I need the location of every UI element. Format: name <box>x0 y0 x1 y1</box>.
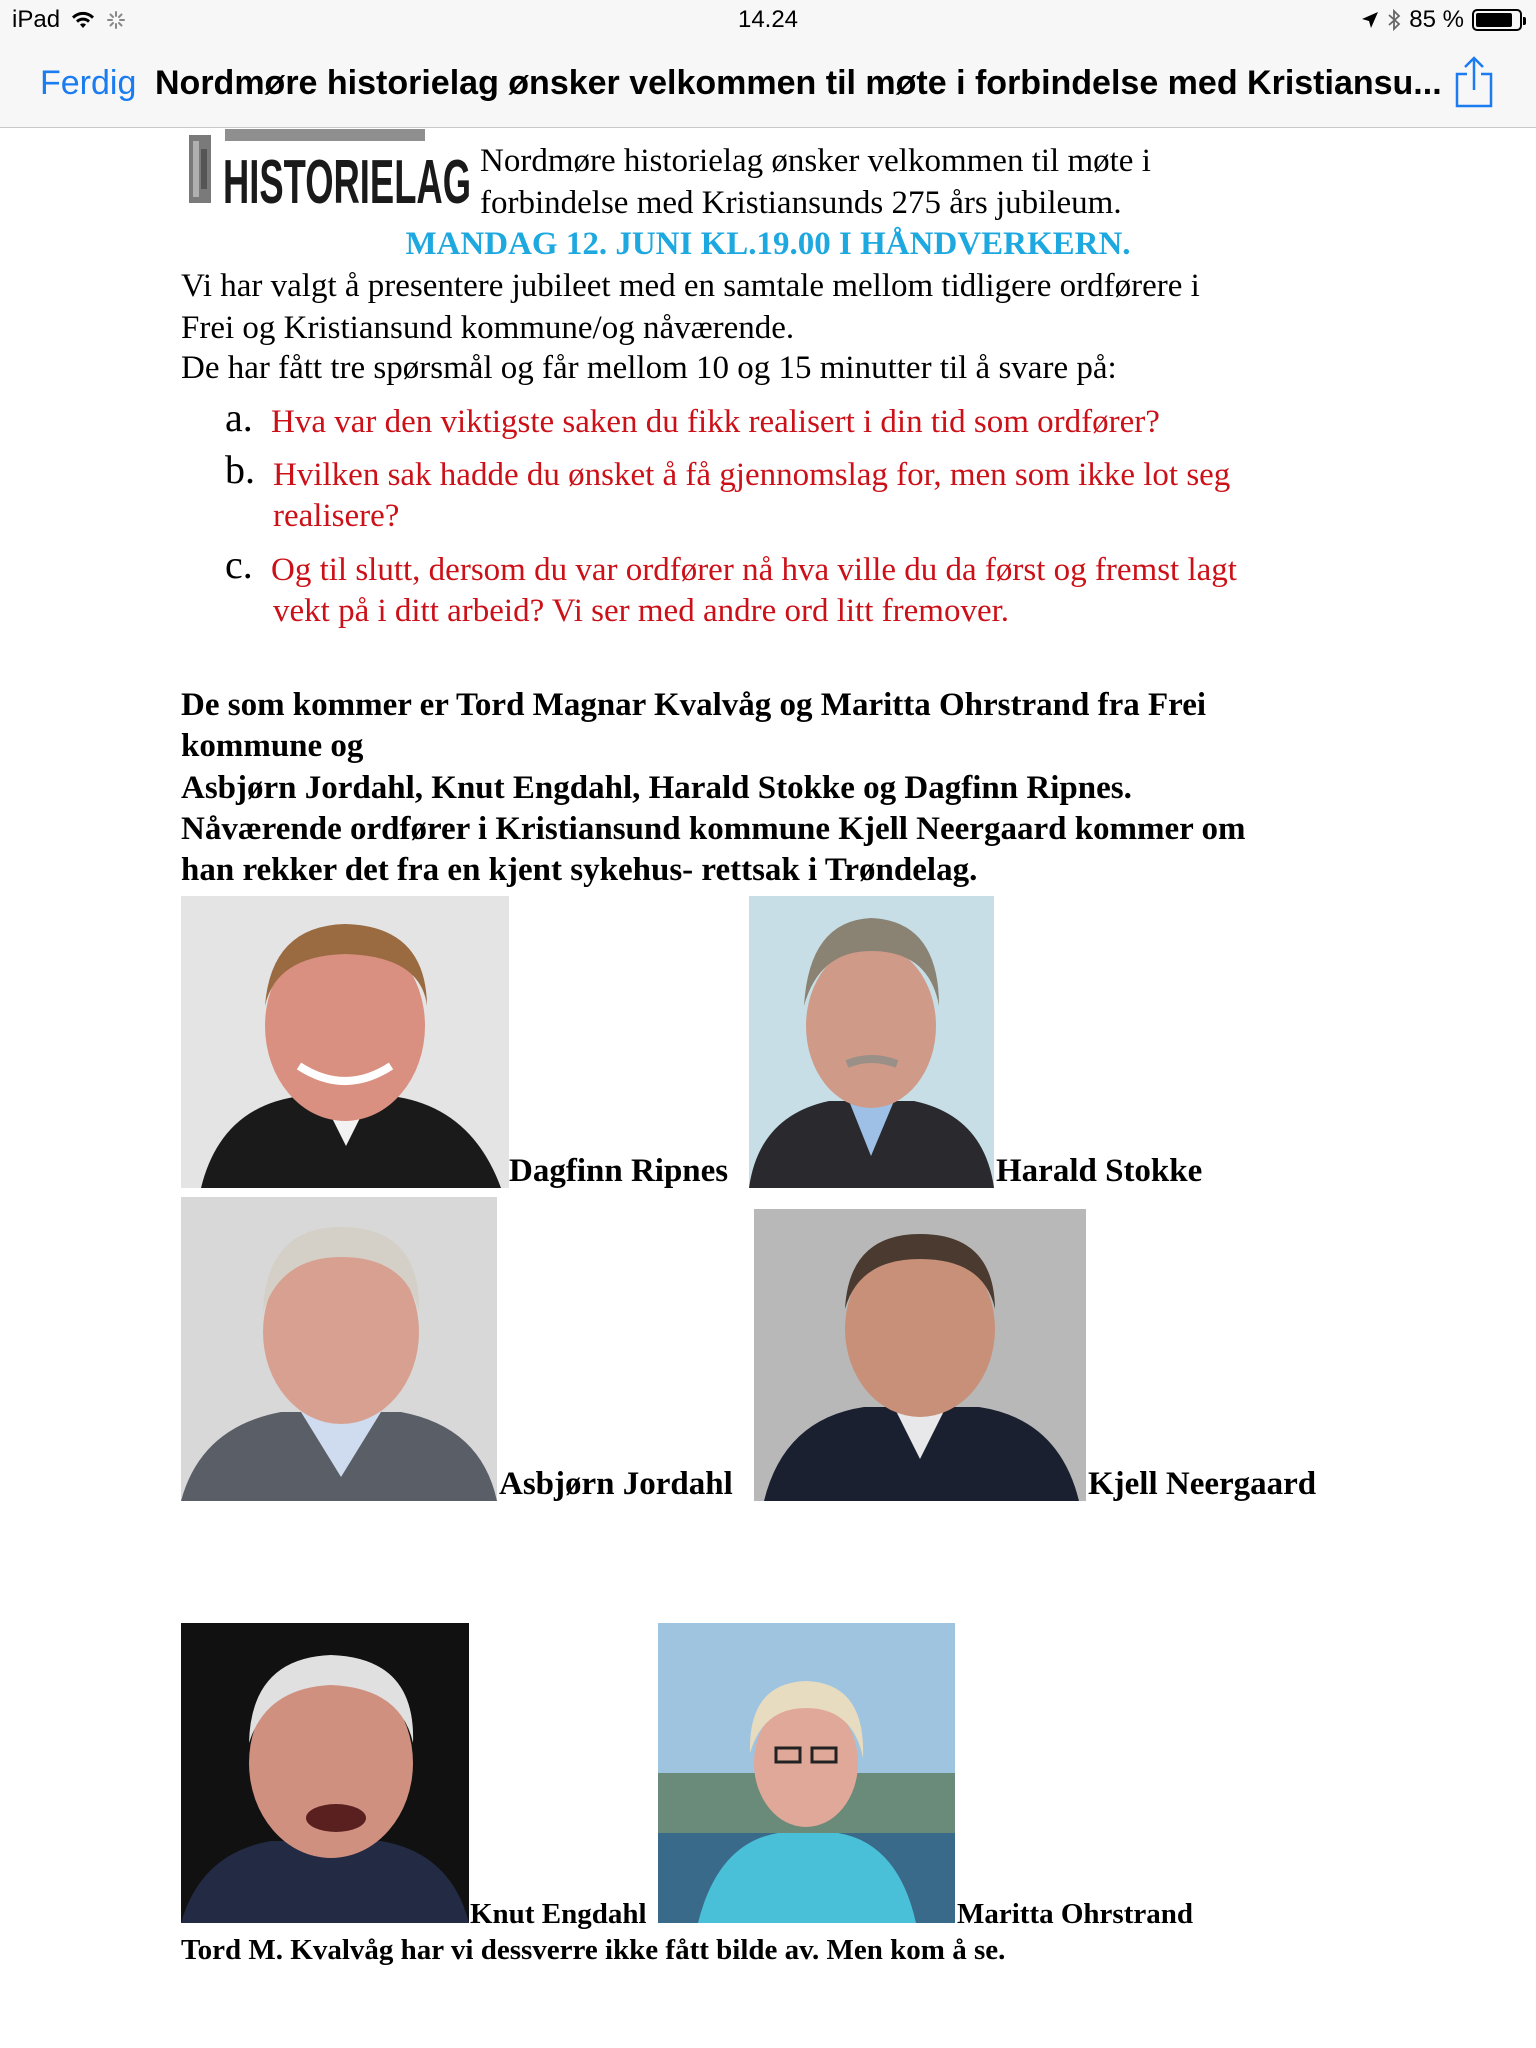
question-b-line-1: Hvilken sak hadde du ønsket å få gjennomslag for, men som ikke lot seg <box>273 457 1231 493</box>
footer-note: Tord M. Kvalvåg har vi dessverre ikke fått bilde av. Men kom å se. <box>181 1934 1006 1966</box>
caption-kjell-neergaard: Kjell Neergaard <box>1088 1466 1317 1502</box>
logo-text: HISTORIELAG <box>223 148 471 217</box>
event-date: MANDAG 12. JUNI KL.19.00 I HÅNDVERKERN. <box>405 226 1131 262</box>
photo-harald-stokke <box>749 896 994 1188</box>
battery-fill <box>1476 13 1512 27</box>
logo-graphic <box>185 129 475 217</box>
portrait-graphic <box>749 896 994 1188</box>
caption-dagfinn-ripnes: Dagfinn Ripnes <box>509 1153 729 1189</box>
paragraph-1-line-2: Frei og Kristiansund kommune/og nåværende. <box>181 310 795 346</box>
attendees-line-4: Nåværende ordfører i Kristiansund kommune Kjell Neergaard kommer om <box>181 811 1246 847</box>
attendees-line-1: De som kommer er Tord Magnar Kvalvåg og Maritta Ohrstrand fra Frei <box>181 687 1207 723</box>
intro-line-1: Nordmøre historielag ønsker velkommen til møte i <box>480 143 1151 179</box>
portrait-graphic <box>181 1623 469 1923</box>
done-button[interactable]: Ferdig <box>40 64 137 102</box>
clock: 14.24 <box>737 6 799 33</box>
question-c-line-1: Og til slutt, dersom du var ordfører nå hva ville du da først og fremst lagt <box>271 552 1237 588</box>
caption-knut-engdahl: Knut Engdahl <box>470 1898 647 1930</box>
caption-harald-stokke: Harald Stokke <box>996 1153 1203 1189</box>
portrait-graphic <box>658 1623 955 1923</box>
portrait-graphic <box>181 1197 497 1501</box>
caption-maritta-ohrstrand: Maritta Ohrstrand <box>957 1898 1193 1930</box>
question-c-line-2: vekt på i ditt arbeid? Vi ser med andre ord litt fremover. <box>273 593 1010 629</box>
document-body <box>0 129 1536 2048</box>
status-bar <box>0 0 1536 40</box>
attendees-line-5: han rekker det fra en kjent sykehus- rettsak i Trøndelag. <box>181 852 978 888</box>
question-marker-a: a. <box>225 395 253 440</box>
attendees-line-3: Asbjørn Jordahl, Knut Engdahl, Harald Stokke og Dagfinn Ripnes. <box>181 770 1132 806</box>
question-marker-c: c. <box>225 542 253 587</box>
location-arrow-icon <box>1361 11 1379 29</box>
attendees-line-2: kommune og <box>181 728 364 764</box>
question-a-text: Hva var den viktigste saken du fikk realisert i din tid som ordfører? <box>271 404 1160 440</box>
photo-knut-engdahl <box>181 1623 469 1923</box>
paragraph-1-line-1: Vi har valgt å presentere jubileet med en samtale mellom tidligere ordførere i <box>181 268 1200 304</box>
share-icon[interactable] <box>1452 54 1496 110</box>
page-title: Nordmøre historielag ønsker velkommen til møte i forbindelse med Kristiansu... <box>155 64 1442 102</box>
question-marker-b: b. <box>225 447 255 492</box>
battery-percent: 85 % <box>1409 6 1464 33</box>
question-b-line-2: realisere? <box>273 498 400 534</box>
photo-kjell-neergaard <box>754 1209 1086 1501</box>
photo-dagfinn-ripnes <box>181 896 509 1188</box>
caption-asbjorn-jordahl: Asbjørn Jordahl <box>499 1466 733 1502</box>
photo-maritta-ohrstrand <box>658 1623 955 1923</box>
navigation-bar <box>0 40 1536 128</box>
photo-asbjorn-jordahl <box>181 1197 497 1501</box>
battery-icon <box>1472 9 1522 31</box>
intro-line-2: forbindelse med Kristiansunds 275 års jubileum. <box>480 185 1122 221</box>
portrait-graphic <box>181 896 509 1188</box>
paragraph-2: De har fått tre spørsmål og får mellom 10 og 15 minutter til å svare på: <box>181 350 1117 386</box>
portrait-graphic <box>754 1209 1086 1501</box>
historielag-logo <box>185 129 475 217</box>
status-right <box>1361 6 1522 34</box>
bluetooth-icon <box>1387 9 1401 31</box>
device-label: iPad <box>12 6 61 33</box>
